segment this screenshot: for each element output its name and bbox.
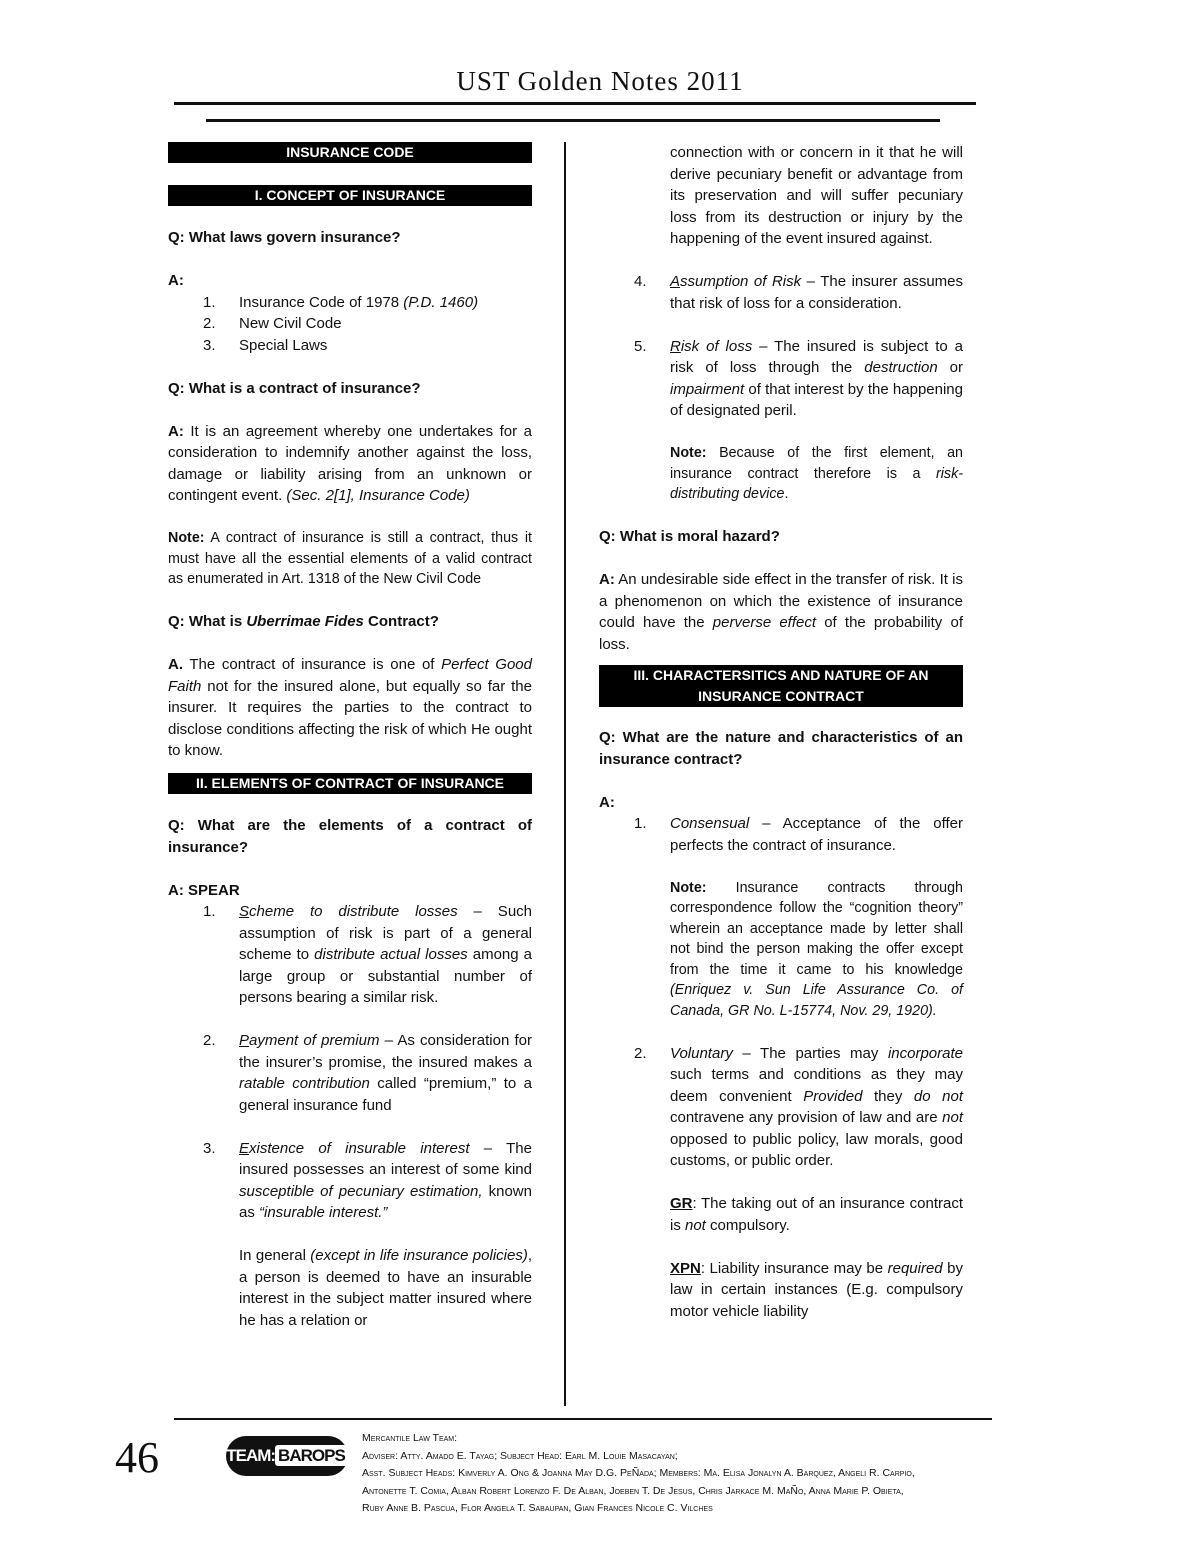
characteristics-list bbox=[599, 813, 963, 1322]
list-item: 3. Special Laws bbox=[203, 336, 328, 354]
credit-line: Asst. Subject Heads: Kimverly A. Ong & Joanna May D.G. PeÑada; Members: Ma. Elisa Jonalyn A. Barquez, Angeli R. Carpio, bbox=[362, 1467, 915, 1479]
continued-paragraph: connection with or concern in it that he will derive pecuniary benefit or advantage from its preservation and will suffer pecuniary loss from its destruction or injury by the happening of the event insured against. bbox=[670, 144, 963, 247]
header-rule-bottom bbox=[206, 119, 940, 122]
column-divider bbox=[564, 142, 566, 1406]
list-item: 5. Risk of loss – The insured is subject to a risk of loss through the destruction or impairment of that interest by the happening of designated peril. bbox=[634, 337, 964, 419]
team-barops-logo: TEAM: BAROPS bbox=[226, 1436, 348, 1476]
list-item: 2. Payment of premium – As consideration for the insurer’s promise, the insured makes a ratable contribution called “premium,” to a general insurance fund bbox=[203, 1032, 532, 1114]
section-heading-concept: I. CONCEPT OF INSURANCE bbox=[168, 185, 532, 206]
list-item: 4. Assumption of Risk – The insurer assumes that risk of loss for a consideration. bbox=[634, 273, 963, 312]
footer-rule bbox=[174, 1418, 992, 1420]
list-item: 2. Voluntary – The parties may incorporate such terms and conditions as they may deem convenient Provided they do not contravene any provision of law and are not opposed to public policy, law morals, good customs, or public order. bbox=[634, 1044, 963, 1169]
answer-contract: A: It is an agreement whereby one undertakes for a consideration to indemnify another against the loss, damage or liability arising from an unknown or contingent event. (Sec. 2[1], Insurance Code) bbox=[168, 422, 532, 504]
page-number: 46 bbox=[115, 1433, 159, 1482]
question-moral-hazard: Q: What is moral hazard? bbox=[599, 528, 780, 545]
section-heading-characteristics: III. CHARACTERSITICS AND NATURE OF AN INSURANCE CONTRACT bbox=[599, 665, 963, 707]
note-contract: Note: A contract of insurance is still a contract, thus it must have all the essential elements of a valid contract as enumerated in Art. 1318 of the New Civil Code bbox=[168, 530, 532, 587]
note-risk: Note: Because of the first element, an insurance contract therefore is a risk-distributing device. bbox=[670, 445, 963, 502]
list-item: 1. Insurance Code of 1978 (P.D. 1460) bbox=[203, 293, 479, 311]
list-item: 1. Consensual – Acceptance of the offer perfects the contract of insurance. bbox=[634, 815, 963, 854]
right-column bbox=[599, 142, 963, 1322]
credit-line: Adviser: Atty. Amado E. Tayag; Subject Head: Earl M. Louie Masacayan; bbox=[362, 1449, 678, 1462]
question-laws: Q: What laws govern insurance? bbox=[168, 229, 401, 246]
list-item: 1. Scheme to distribute losses – Such assumption of risk is part of a general scheme to distribute actual losses among a large group or substantial number of persons bearing a similar risk. bbox=[203, 903, 533, 1006]
page-title: UST Golden Notes 2011 bbox=[456, 66, 744, 96]
question-elements: Q: What are the elements of a contract of insurance? bbox=[168, 817, 532, 856]
credit-line: Mercantile Law Team: bbox=[362, 1432, 458, 1444]
answer-uberrimae: A. The contract of insurance is one of Perfect Good Faith not for the insured alone, but equally so far the insurer. It requires the parties to the contract to disclose conditions affecting the risk of which He ought to know. bbox=[168, 656, 532, 759]
credit-line: Ruby Anne B. Pascua, Flor Angela T. Sabaupan, Gian Frances Nicole C. Vilches bbox=[362, 1502, 713, 1514]
question-contract: Q: What is a contract of insurance? bbox=[168, 379, 421, 397]
section-heading-elements: II. ELEMENTS OF CONTRACT OF INSURANCE bbox=[168, 773, 532, 794]
left-column bbox=[168, 142, 532, 1331]
list-item: 2. New Civil Code bbox=[203, 315, 342, 332]
question-uberrimae: Q: What is Uberrimae Fides Contract? bbox=[168, 613, 439, 630]
answer-moral-hazard: A: An undesirable side effect in the transfer of risk. It is a phenomenon on which the existence of insurance could have the perverse effect of the probability of loss. bbox=[599, 571, 963, 653]
list-item: 3. Existence of insurable interest – The insured possesses an interest of some kind susceptible of pecuniary estimation, known as “insurable interest.” bbox=[203, 1139, 532, 1221]
insurable-interest-paragraph: In general (except in life insurance policies), a person is deemed to have an insurable interest in the subject matter insured where he has a relation or bbox=[239, 1247, 532, 1329]
answer-label: A: bbox=[599, 793, 615, 811]
note-cognition: Note: Insurance contracts through correspondence follow the “cognition theory” wherein an acceptance made by letter shall not bind the person making the offer except from the time it came to his knowledge (Enriquez v. Sun Life Assurance Co. of Canada, GR No. L-15774, Nov. 29, 1920). bbox=[670, 879, 963, 1019]
general-rule: GR: The taking out of an insurance contract is not compulsory. bbox=[670, 1195, 963, 1234]
header-rule-top bbox=[174, 102, 976, 105]
footer-credits bbox=[362, 1430, 1022, 1518]
laws-list bbox=[168, 292, 532, 357]
answer-spear: A: SPEAR bbox=[168, 881, 240, 899]
elements-list bbox=[168, 901, 532, 1331]
question-characteristics: Q: What are the nature and characteristics of an insurance contract? bbox=[599, 729, 963, 768]
answer-label: A: bbox=[168, 272, 184, 289]
exception-rule: XPN: Liability insurance may be required by law in certain instances (E.g. compulsory motor vehicle liability bbox=[670, 1259, 963, 1320]
section-heading-insurance-code: INSURANCE CODE bbox=[168, 142, 532, 163]
credit-line: Antonette T. Comia, Alban Robert Lorenzo F. De Alban, Joeben T. De Jesus, Chris Jarkace M. MaÑo, Anna Marie P. Obieta, bbox=[362, 1484, 904, 1497]
